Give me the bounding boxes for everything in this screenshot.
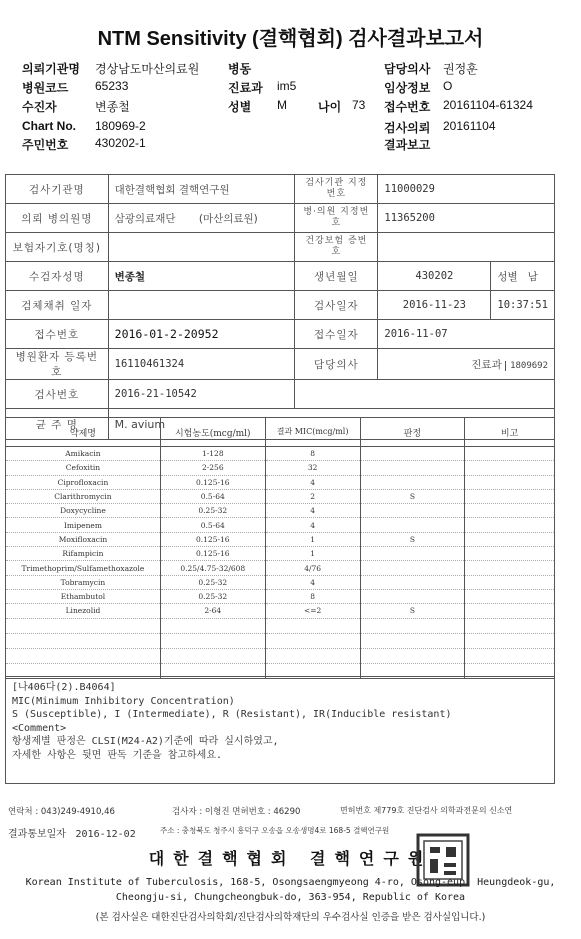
info-table <box>5 174 555 440</box>
note-cell <box>465 561 555 575</box>
table-row <box>6 504 555 518</box>
table-row <box>6 447 555 461</box>
receipt-value: 20161104-61324 <box>443 98 533 112</box>
test-range-cell: 0.25-32 <box>160 575 265 589</box>
result-label: 결과보고 <box>384 138 431 152</box>
col-note: 비고 <box>465 418 555 447</box>
mic-result-cell: 32 <box>265 461 360 475</box>
note-cell <box>465 589 555 603</box>
reg-date-label: 접수일자 <box>295 320 378 349</box>
legend-code: [나406다(2).B4064] <box>12 682 116 693</box>
judgement-cell <box>360 633 465 648</box>
lab-value: 대한결핵협회 결핵연구원 <box>108 175 295 204</box>
judgement-cell <box>360 504 465 518</box>
id-value: 430202-1 <box>95 136 146 150</box>
table-row <box>6 575 555 589</box>
legend-mic: MIC(Minimum Inhibitory Concentration) <box>12 695 235 707</box>
blank-row <box>6 618 555 633</box>
hosp-id-value: 11365200 <box>378 204 555 233</box>
judgement-cell <box>360 518 465 532</box>
receipt-label: 접수번호 <box>384 100 431 114</box>
drug-name-cell: Cefoxitin <box>6 461 161 475</box>
drug-name-cell: Doxycycline <box>6 504 161 518</box>
note-cell <box>465 604 555 618</box>
judgement-cell <box>360 648 465 663</box>
test-range-cell: 0.25/4.75-32/608 <box>160 561 265 575</box>
health-label: 건강보험 증번호 <box>295 233 378 262</box>
collect-label: 검체채취 일자 <box>6 291 109 320</box>
test-range-cell <box>160 633 265 648</box>
ward-label: 병동 <box>228 62 252 76</box>
test-range-cell: 2-256 <box>160 461 265 475</box>
table-row <box>6 604 555 618</box>
mic-result-cell: 4 <box>265 504 360 518</box>
note-cell <box>465 532 555 546</box>
mic-result-cell: 8 <box>265 447 360 461</box>
note-cell <box>465 618 555 633</box>
note-cell <box>465 475 555 489</box>
insured-value <box>108 233 295 262</box>
institution-value: 경상남도마산의료원 <box>95 62 200 76</box>
patient-no-value: 16110461324 <box>108 349 295 380</box>
judgement-cell: S <box>360 604 465 618</box>
dept-cell: 진료과 1809692 <box>378 349 555 380</box>
judgement-cell <box>360 561 465 575</box>
drug-name-cell: Rifampicin <box>6 547 161 561</box>
table-row <box>6 532 555 546</box>
clinical-value: O <box>443 79 453 93</box>
reg-value: 2016-01-2-20952 <box>108 320 295 349</box>
legend-comment-heading: <Comment> <box>12 722 67 734</box>
dob-label: 생년월일 <box>295 262 378 291</box>
test-range-cell: 0.25-32 <box>160 504 265 518</box>
hospital-code-label: 병원코드 <box>22 81 69 95</box>
note-cell <box>465 518 555 532</box>
hospital-label: 의뢰 병의원명 <box>6 204 109 233</box>
drug-name-cell: Ethambutol <box>6 589 161 603</box>
mic-result-cell: 4 <box>265 575 360 589</box>
chart-label: Chart No. <box>22 119 76 133</box>
test-range-cell: 0.5-64 <box>160 518 265 532</box>
judgement-cell: S <box>360 489 465 503</box>
note-cell <box>465 547 555 561</box>
drug-name-cell: Clarithromycin <box>6 489 161 503</box>
hospital-value: 삼광의료재단 (마산의료원) <box>108 204 295 233</box>
patient-label: 수진자 <box>22 100 57 114</box>
species-label: 균 주 명 <box>6 409 109 440</box>
mic-result-cell <box>265 633 360 648</box>
drug-name-cell: Amikacin <box>6 447 161 461</box>
request-label: 검사의뢰 <box>384 121 431 135</box>
age-label: 나이 <box>318 100 342 114</box>
legend-box <box>5 676 555 784</box>
test-range-cell: 0.25-32 <box>160 589 265 603</box>
judgement-cell <box>360 618 465 633</box>
certification: (본 검사실은 대한진단검사의학회/진단검사의학재단의 우수검사실 인증을 받은 검사실입니다.) <box>95 912 486 923</box>
drug-name-cell <box>6 648 161 663</box>
mic-result-cell: 4 <box>265 475 360 489</box>
drug-name-cell: Imipenem <box>6 518 161 532</box>
sex-value: M <box>277 98 287 112</box>
hosp-id-label: 병·의원 지정번호 <box>295 204 378 233</box>
blank-row <box>6 648 555 663</box>
lab-id-value: 11000029 <box>378 175 555 204</box>
species-value: M. avium <box>108 409 554 440</box>
dob-value: 430202 <box>378 262 491 291</box>
license: 면허번호 제779호 진단검사 의학과전문의 신소연 <box>340 806 513 815</box>
patient-no-label: 병원환자 등록번호 <box>6 349 109 380</box>
health-value <box>378 233 555 262</box>
test-range-cell <box>160 648 265 663</box>
request-value: 20161104 <box>443 119 496 133</box>
test-range-cell: 0.125-16 <box>160 547 265 561</box>
judgement-cell <box>360 575 465 589</box>
name-label: 수검자성명 <box>6 262 109 291</box>
table-row <box>6 561 555 575</box>
address-en-2: Cheongju-si, Chungcheongbuk-do, 363-954, Republic of Korea <box>115 892 466 903</box>
contact: 연락처 : 043)249-4910,46 <box>8 807 115 817</box>
test-range-cell: 0.125-16 <box>160 532 265 546</box>
sex-cell: 성별 남 <box>491 262 555 291</box>
legend-criteria: S (Susceptible), I (Intermediate), R (Resistant), IR(Inducible resistant) <box>12 709 452 720</box>
doctor-label-cell: 담당의사 <box>295 349 378 380</box>
institute-name: 대한결핵협회 결핵연구원 <box>148 849 433 868</box>
lab-id-label: 검사기관 지정번호 <box>295 175 378 204</box>
dept-value: im5 <box>277 79 297 93</box>
test-range-cell <box>160 618 265 633</box>
doctor-value: 권정훈 <box>443 62 478 76</box>
test-time-value: 10:37:51 <box>491 291 555 320</box>
table-row <box>6 589 555 603</box>
col-drug: 약제명 <box>6 418 161 447</box>
inspector: 검사자 : 이형진 면허번호 : 46290 <box>172 807 301 817</box>
judgement-cell <box>360 447 465 461</box>
legend-comment-1: 항생제별 판정은 CLSI(M24-A2)기준에 따라 실시하였고, <box>12 736 279 747</box>
judgement-cell: S <box>360 532 465 546</box>
col-judgement: 판정 <box>360 418 465 447</box>
mic-result-cell: 8 <box>265 589 360 603</box>
drug-name-cell <box>6 633 161 648</box>
patient-value: 변종철 <box>95 100 130 114</box>
table-row <box>6 518 555 532</box>
reg-label: 접수번호 <box>6 320 109 349</box>
note-cell <box>465 504 555 518</box>
note-cell <box>465 489 555 503</box>
table-row <box>6 547 555 561</box>
report-title: NTM Sensitivity (결핵협회) 검사결과보고서 <box>97 28 484 50</box>
note-cell <box>465 575 555 589</box>
drug-name-cell: Ciprofloxacin <box>6 475 161 489</box>
mic-result-cell <box>265 618 360 633</box>
judgement-cell <box>360 461 465 475</box>
drug-name-cell: Tobramycin <box>6 575 161 589</box>
note-cell <box>465 648 555 663</box>
drug-name-cell: Moxifloxacin <box>6 532 161 546</box>
test-date-label: 검사일자 <box>295 291 378 320</box>
mic-result-cell: 2 <box>265 489 360 503</box>
judgement-cell <box>360 547 465 561</box>
clinical-label: 임상정보 <box>384 81 431 95</box>
collect-value <box>108 291 295 320</box>
exam-no-value: 2016-21-10542 <box>108 380 295 409</box>
age-value: 73 <box>352 98 366 112</box>
test-range-cell: 0.5-64 <box>160 489 265 503</box>
note-cell <box>465 447 555 461</box>
mic-result-cell <box>265 648 360 663</box>
drug-name-cell <box>6 618 161 633</box>
drug-table <box>5 417 555 679</box>
test-range-cell: 2-64 <box>160 604 265 618</box>
mic-result-cell: <=2 <box>265 604 360 618</box>
drug-name-cell: Linezolid <box>6 604 161 618</box>
report-date: 결과통보일자 2016-12-02 <box>8 829 136 840</box>
drug-name-cell: Trimethoprim/Sulfamethoxazole <box>6 561 161 575</box>
hospital-code-value: 65233 <box>95 79 129 93</box>
test-range-cell: 1-128 <box>160 447 265 461</box>
lab-label: 검사기관명 <box>6 175 109 204</box>
name-value: 변종철 <box>108 262 295 291</box>
test-date-value: 2016-11-23 <box>378 291 491 320</box>
institution-label: 의뢰기관명 <box>22 62 80 76</box>
col-range: 시험농도(mcg/ml) <box>160 418 265 447</box>
doctor-label: 담당의사 <box>384 62 431 76</box>
test-range-cell: 0.125-16 <box>160 475 265 489</box>
mic-result-cell: 1 <box>265 532 360 546</box>
mic-result-cell: 4 <box>265 518 360 532</box>
dept-label: 진료과 <box>228 81 263 95</box>
table-row <box>6 489 555 503</box>
exam-no-blank <box>295 380 555 409</box>
col-mic: 결과 MIC(mcg/ml) <box>265 418 360 447</box>
blank-row <box>6 633 555 648</box>
id-label: 주민번호 <box>22 138 69 152</box>
address-en-1: Korean Institute of Tuberculosis, 168-5, Osongsaengmyeong 4-ro, Osong-eup, Heungdeok-gu, <box>25 877 556 888</box>
sex-label: 성별 <box>228 100 252 114</box>
judgement-cell <box>360 589 465 603</box>
chart-value: 180969-2 <box>95 119 146 133</box>
exam-no-label: 검사번호 <box>6 380 109 409</box>
legend-comment-2: 자세한 사항은 뒷면 판독 기준을 참고하세요. <box>12 749 223 761</box>
judgement-cell <box>360 475 465 489</box>
note-cell <box>465 461 555 475</box>
mic-result-cell: 1 <box>265 547 360 561</box>
reg-date-value: 2016-11-07 <box>378 320 555 349</box>
note-cell <box>465 633 555 648</box>
insured-label: 보험자기호(명칭) <box>6 233 109 262</box>
table-row <box>6 475 555 489</box>
address-kr: 주소 : 충청북도 청주시 흥덕구 오송읍 오송생명4로 168-5 결핵연구원 <box>160 826 390 835</box>
table-row <box>6 461 555 475</box>
mic-result-cell: 4/76 <box>265 561 360 575</box>
